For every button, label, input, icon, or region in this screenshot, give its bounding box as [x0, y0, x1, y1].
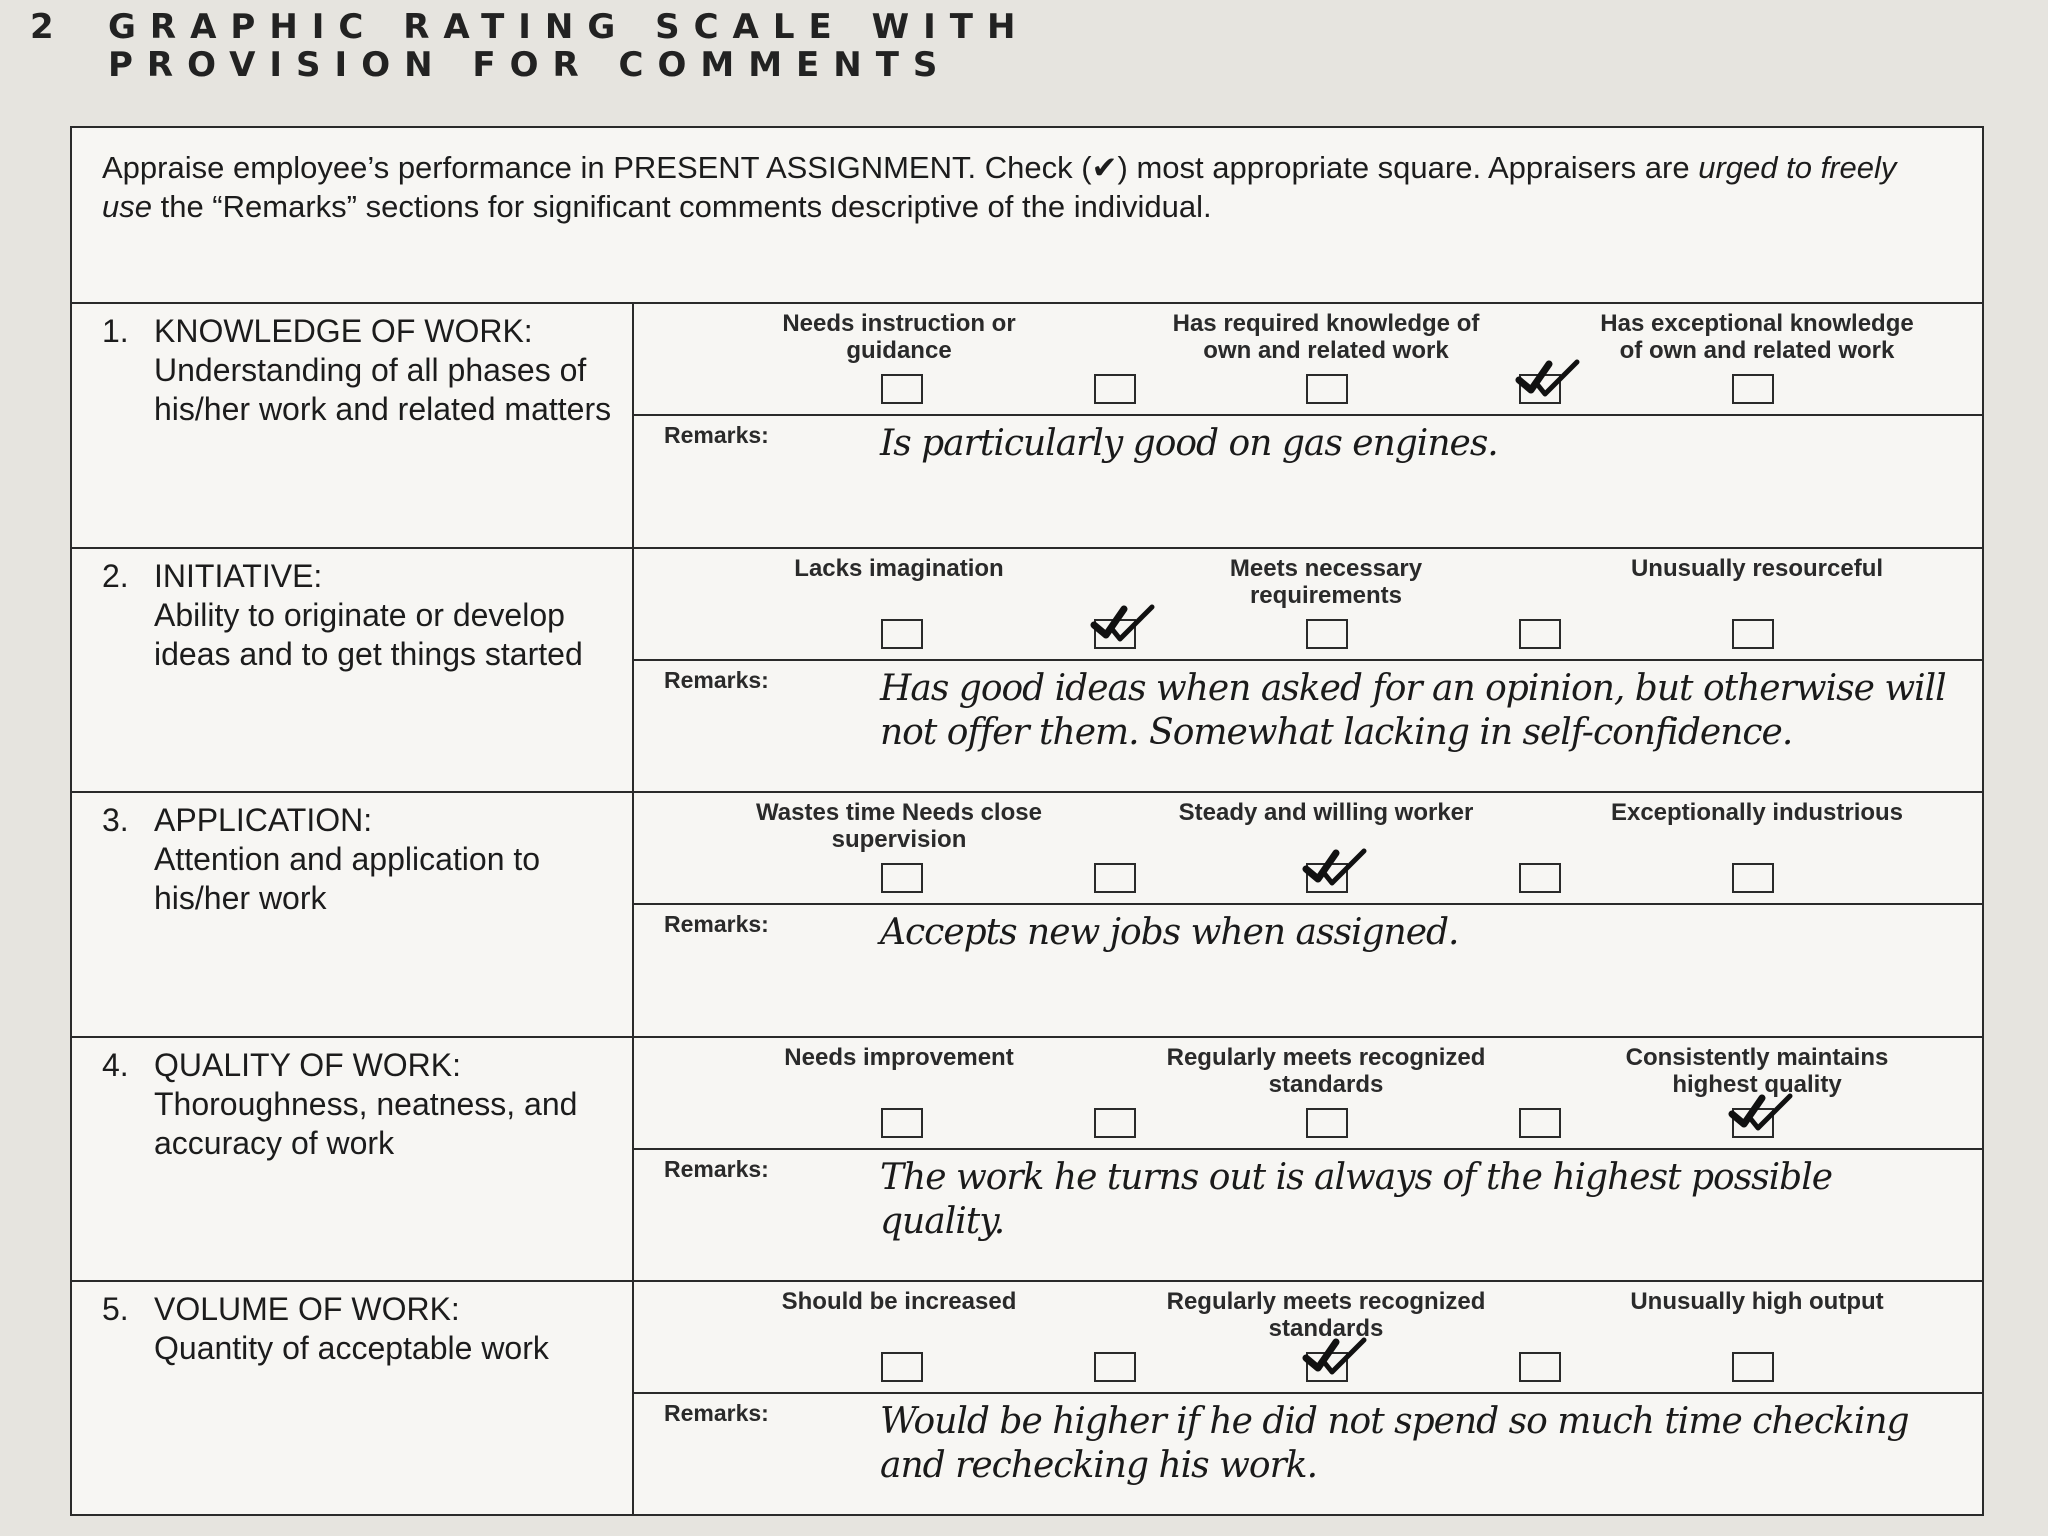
rating-checkbox-2[interactable]: [1094, 1108, 1136, 1138]
checkmark-icon: ✔: [1091, 150, 1118, 185]
remarks-text[interactable]: Would be higher if he did not spend so much time checking and rechecking his work.: [880, 1401, 1909, 1486]
rating-checkbox-5[interactable]: [1732, 1352, 1774, 1382]
rating-checkbox-1[interactable]: [881, 619, 923, 649]
rating-checkbox-3[interactable]: [1306, 619, 1348, 649]
scale-anchor-label: Regularly meets recognized standards: [1166, 1044, 1486, 1098]
rating-checkbox-1[interactable]: [881, 1108, 923, 1138]
scale-anchor-label: Unusually high output: [1630, 1288, 1884, 1315]
scale-anchor-label: Should be increased: [781, 1288, 1017, 1315]
heading-number: 2: [30, 7, 68, 47]
rating-checkbox-3[interactable]: [1306, 1108, 1348, 1138]
checkmark-icon: [1302, 847, 1374, 889]
rating-checkbox-1[interactable]: [881, 374, 923, 404]
factor-cell: [72, 1038, 634, 1280]
rating-checkbox-1[interactable]: [881, 1352, 923, 1382]
rating-checkbox-1[interactable]: [881, 863, 923, 893]
factor-row: [72, 549, 1982, 793]
factor-title: QUALITY OF WORK:: [154, 1047, 461, 1083]
remarks-text[interactable]: Accepts new jobs when assigned.: [880, 912, 1459, 953]
remarks-label: Remarks:: [664, 1156, 769, 1182]
factor-title: INITIATIVE:: [154, 558, 323, 594]
factor-description: Thoroughness, neatness, and accuracy of work: [154, 1086, 578, 1161]
scale-anchor-label: Meets necessary requirements: [1229, 555, 1423, 609]
factor-title: VOLUME OF WORK:: [154, 1291, 460, 1327]
factor-row: [72, 1282, 1982, 1516]
scale-anchor-label: Wastes time Needs close supervision: [756, 799, 1042, 853]
factor-description: Quantity of acceptable work: [154, 1330, 549, 1366]
scale-anchor-label: Consistently maintains highest quality: [1625, 1044, 1889, 1098]
rating-checkbox-2[interactable]: [1094, 1352, 1136, 1382]
rating-checkbox-3[interactable]: [1306, 863, 1348, 893]
factor-cell: [72, 793, 634, 1036]
instructions-part-1: Appraise employee’s performance in PRESENT ASSIGNMENT. Check (: [102, 150, 1092, 185]
rating-checkbox-5[interactable]: [1732, 374, 1774, 404]
remarks-section: [634, 661, 1982, 791]
rating-scale: [634, 549, 1982, 661]
instructions-part-3: the “Remarks” sections for significant comments descriptive of the individual.: [151, 189, 1212, 224]
heading-line-2: PROVISION FOR COMMENTS: [108, 45, 952, 85]
heading-line-1: GRAPHIC RATING SCALE WITH: [108, 7, 1030, 47]
remarks-section: [634, 1394, 1982, 1516]
factor-description: Understanding of all phases of his/her work and related matters: [154, 352, 612, 427]
checkmark-icon: [1515, 358, 1587, 400]
factor-row: [72, 793, 1982, 1038]
factor-description: Attention and application to his/her work: [154, 841, 541, 916]
instructions-emphasis: urged to freely use: [102, 150, 1897, 224]
rating-checkbox-4[interactable]: [1519, 1108, 1561, 1138]
factor-description: Ability to originate or develop ideas and to get things started: [154, 597, 583, 672]
remarks-text[interactable]: Is particularly good on gas engines.: [880, 423, 1498, 464]
rating-scale: [634, 304, 1982, 416]
scale-anchor-label: Needs improvement: [784, 1044, 1014, 1071]
factor-number: 2.: [102, 558, 129, 594]
rating-checkbox-3[interactable]: [1306, 1352, 1348, 1382]
factor-cell: [72, 549, 634, 791]
scale-anchor-label: Needs instruction or guidance: [782, 310, 1016, 364]
rating-checkbox-5[interactable]: [1732, 619, 1774, 649]
remarks-section: [634, 905, 1982, 1036]
rating-scale: [634, 793, 1982, 905]
scale-anchor-label: Has exceptional knowledge of own and related work: [1600, 310, 1914, 364]
remarks-text[interactable]: The work he turns out is always of the highest possible quality.: [880, 1157, 1833, 1242]
scale-anchor-label: Unusually resourceful: [1630, 555, 1884, 582]
rating-checkbox-5[interactable]: [1732, 1108, 1774, 1138]
scale-anchor-label: Steady and willing worker: [1178, 799, 1474, 826]
scale-anchor-label: Has required knowledge of own and related work: [1172, 310, 1480, 364]
factor-row: [72, 1038, 1982, 1282]
factor-cell: [72, 1282, 634, 1516]
rating-checkbox-4[interactable]: [1519, 863, 1561, 893]
factor-number: 5.: [102, 1291, 129, 1327]
factor-row: [72, 304, 1982, 549]
instructions: [72, 128, 1982, 304]
form-heading: [30, 8, 1029, 84]
checkmark-icon: [1728, 1092, 1800, 1134]
rating-checkbox-4[interactable]: [1519, 619, 1561, 649]
remarks-label: Remarks:: [664, 422, 769, 448]
rating-checkbox-2[interactable]: [1094, 619, 1136, 649]
factor-number: 1.: [102, 313, 129, 349]
rating-scale: [634, 1282, 1982, 1394]
rating-checkbox-3[interactable]: [1306, 374, 1348, 404]
rating-checkbox-2[interactable]: [1094, 374, 1136, 404]
remarks-label: Remarks:: [664, 911, 769, 937]
rating-checkbox-2[interactable]: [1094, 863, 1136, 893]
scale-anchor-label: Lacks imagination: [794, 555, 1004, 582]
rating-checkbox-4[interactable]: [1519, 1352, 1561, 1382]
remarks-label: Remarks:: [664, 667, 769, 693]
factor-title: APPLICATION:: [154, 802, 373, 838]
instructions-part-2: ) most appropriate square. Appraisers are: [1117, 150, 1699, 185]
scale-anchor-label: Exceptionally industrious: [1610, 799, 1904, 826]
rating-scale: [634, 1038, 1982, 1150]
remarks-label: Remarks:: [664, 1400, 769, 1426]
rating-form: [70, 126, 1984, 1516]
rating-checkbox-4[interactable]: [1519, 374, 1561, 404]
scale-anchor-label: Regularly meets recognized standards: [1166, 1288, 1486, 1342]
remarks-section: [634, 416, 1982, 547]
factor-cell: [72, 304, 634, 547]
factor-title: KNOWLEDGE OF WORK:: [154, 313, 533, 349]
factor-number: 4.: [102, 1047, 129, 1083]
checkmark-icon: [1090, 603, 1162, 645]
checkmark-icon: [1302, 1336, 1374, 1378]
remarks-text[interactable]: Has good ideas when asked for an opinion, but otherwise will not offer them. Somewhat lacking in self-confidence.: [880, 668, 1946, 753]
factor-number: 3.: [102, 802, 129, 838]
rating-checkbox-5[interactable]: [1732, 863, 1774, 893]
remarks-section: [634, 1150, 1982, 1280]
